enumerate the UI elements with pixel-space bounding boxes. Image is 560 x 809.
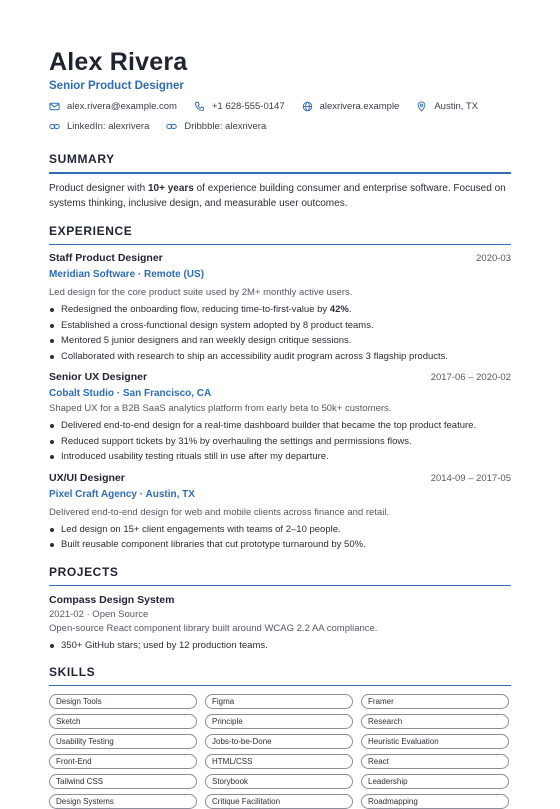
mail-icon <box>49 101 60 112</box>
candidate-role: Senior Product Designer <box>49 80 511 92</box>
job-date: 2017-06 – 2020-02 <box>431 372 511 383</box>
job-description: Led design for the core product suite used by 2M+ monthly active users. <box>49 286 511 300</box>
links-row <box>49 121 511 132</box>
skill-tag: Design Systems <box>49 794 197 809</box>
location-pin-icon <box>416 101 427 112</box>
candidate-name: Alex Rivera <box>49 46 511 78</box>
link-linkedin-text: LinkedIn: alexrivera <box>67 121 149 132</box>
section-divider <box>49 172 511 174</box>
contact-location-text: Austin, TX <box>434 101 478 112</box>
bullet-highlight: 42% <box>330 304 349 315</box>
resume-page <box>49 46 511 809</box>
skill-tag: Research <box>361 714 509 729</box>
summary-text-part: Product designer with <box>49 183 148 194</box>
phone-icon <box>194 101 205 112</box>
bullet-item: 350+ GitHub stars; used by 12 production teams. <box>49 638 511 654</box>
bullet-text: Redesigned the onboarding flow, reducing time-to-first-value by <box>61 304 330 315</box>
section-title: EXPERIENCE <box>49 224 511 238</box>
skill-tag: Roadmapping <box>361 794 509 809</box>
link-icon <box>49 121 60 132</box>
job-date: 2020-03 <box>476 253 511 264</box>
contact-website[interactable] <box>302 101 400 112</box>
skill-tag: Heuristic Evaluation <box>361 734 509 749</box>
bullet-item: Introduced usability testing rituals still in use after my departure. <box>49 449 511 465</box>
link-linkedin[interactable] <box>49 121 149 132</box>
skill-tag: Design Tools <box>49 694 197 709</box>
job-description: Delivered end-to-end design for web and mobile clients across finance and retail. <box>49 506 511 520</box>
job-title: Staff Product Designer <box>49 252 163 264</box>
summary-text <box>49 181 511 211</box>
contact-phone[interactable] <box>194 101 285 112</box>
link-dribbble[interactable] <box>166 121 266 132</box>
skill-tag: Storybook <box>205 774 353 789</box>
project-entry <box>49 594 511 654</box>
job-entry <box>49 252 511 364</box>
skill-tag: Tailwind CSS <box>49 774 197 789</box>
contact-email-text: alex.rivera@example.com <box>67 101 177 112</box>
contact-location <box>416 101 478 112</box>
globe-icon <box>302 101 313 112</box>
bullet-item: Built reusable component libraries that cut prototype turnaround by 50%. <box>49 537 511 553</box>
summary-highlight: 10+ years <box>148 183 194 194</box>
bullet-item: Mentored 5 junior designers and ran weekly design critique sessions. <box>49 333 511 349</box>
bullet-item: Led design on 15+ client engagements with teams of 2–10 people. <box>49 522 511 538</box>
skills-section <box>49 665 511 809</box>
job-company: Meridian Software · Remote (US) <box>49 269 511 280</box>
job-entry <box>49 371 511 465</box>
summary-section <box>49 152 511 211</box>
contact-phone-text: +1 628-555-0147 <box>212 101 285 112</box>
bullet-item: Delivered end-to-end design for a real-time dashboard builder that became the top product feature. <box>49 418 511 434</box>
project-description: Open-source React component library built around WCAG 2.2 AA compliance. <box>49 622 511 636</box>
contact-email[interactable] <box>49 101 177 112</box>
bullet-item: Collaborated with research to ship an accessibility audit program across 3 flagship products. <box>49 349 511 365</box>
section-title: SKILLS <box>49 665 511 679</box>
project-name: Compass Design System <box>49 594 511 606</box>
skill-tag: React <box>361 754 509 769</box>
job-date: 2014-09 – 2017-05 <box>431 473 511 484</box>
job-company: Pixel Craft Agency · Austin, TX <box>49 489 511 500</box>
summary-text-part: of experience building consumer and enterprise software. Focused on systems thinking, inclusive design, and measurable user outcomes. <box>49 183 506 209</box>
experience-section <box>49 224 511 553</box>
bullet-item: Reduced support tickets by 31% by overhauling the settings and permissions flows. <box>49 434 511 450</box>
skill-tag: Front-End <box>49 754 197 769</box>
job-title: Senior UX Designer <box>49 371 147 383</box>
skill-tag: Figma <box>205 694 353 709</box>
link-icon <box>166 121 177 132</box>
section-divider <box>49 585 511 587</box>
bullet-item: Established a cross-functional design system adopted by 8 product teams. <box>49 318 511 334</box>
section-divider <box>49 685 511 687</box>
section-divider <box>49 244 511 246</box>
section-title: SUMMARY <box>49 152 511 166</box>
bullet-text: . <box>349 304 352 315</box>
job-bullets <box>49 522 511 553</box>
skill-tag: Principle <box>205 714 353 729</box>
skill-tag: Leadership <box>361 774 509 789</box>
skill-tag: HTML/CSS <box>205 754 353 769</box>
job-entry <box>49 472 511 553</box>
project-bullets <box>49 638 511 654</box>
skill-tag: Critique Facilitation <box>205 794 353 809</box>
skill-tag: Usability Testing <box>49 734 197 749</box>
skill-tag: Sketch <box>49 714 197 729</box>
skill-tag: Jobs-to-be-Done <box>205 734 353 749</box>
bullet-item <box>49 302 511 318</box>
section-title: PROJECTS <box>49 565 511 579</box>
contact-website-text: alexrivera.example <box>320 101 400 112</box>
job-company: Cobalt Studio · San Francisco, CA <box>49 388 511 399</box>
job-title: UX/UI Designer <box>49 472 125 484</box>
job-description: Shaped UX for a B2B SaaS analytics platform from early beta to 50k+ customers. <box>49 402 511 416</box>
job-bullets <box>49 302 511 364</box>
link-dribbble-text: Dribbble: alexrivera <box>184 121 266 132</box>
project-meta: 2021-02 · Open Source <box>49 609 511 620</box>
skill-tag: Framer <box>361 694 509 709</box>
contact-row <box>49 101 511 112</box>
projects-section <box>49 565 511 654</box>
job-bullets <box>49 418 511 465</box>
